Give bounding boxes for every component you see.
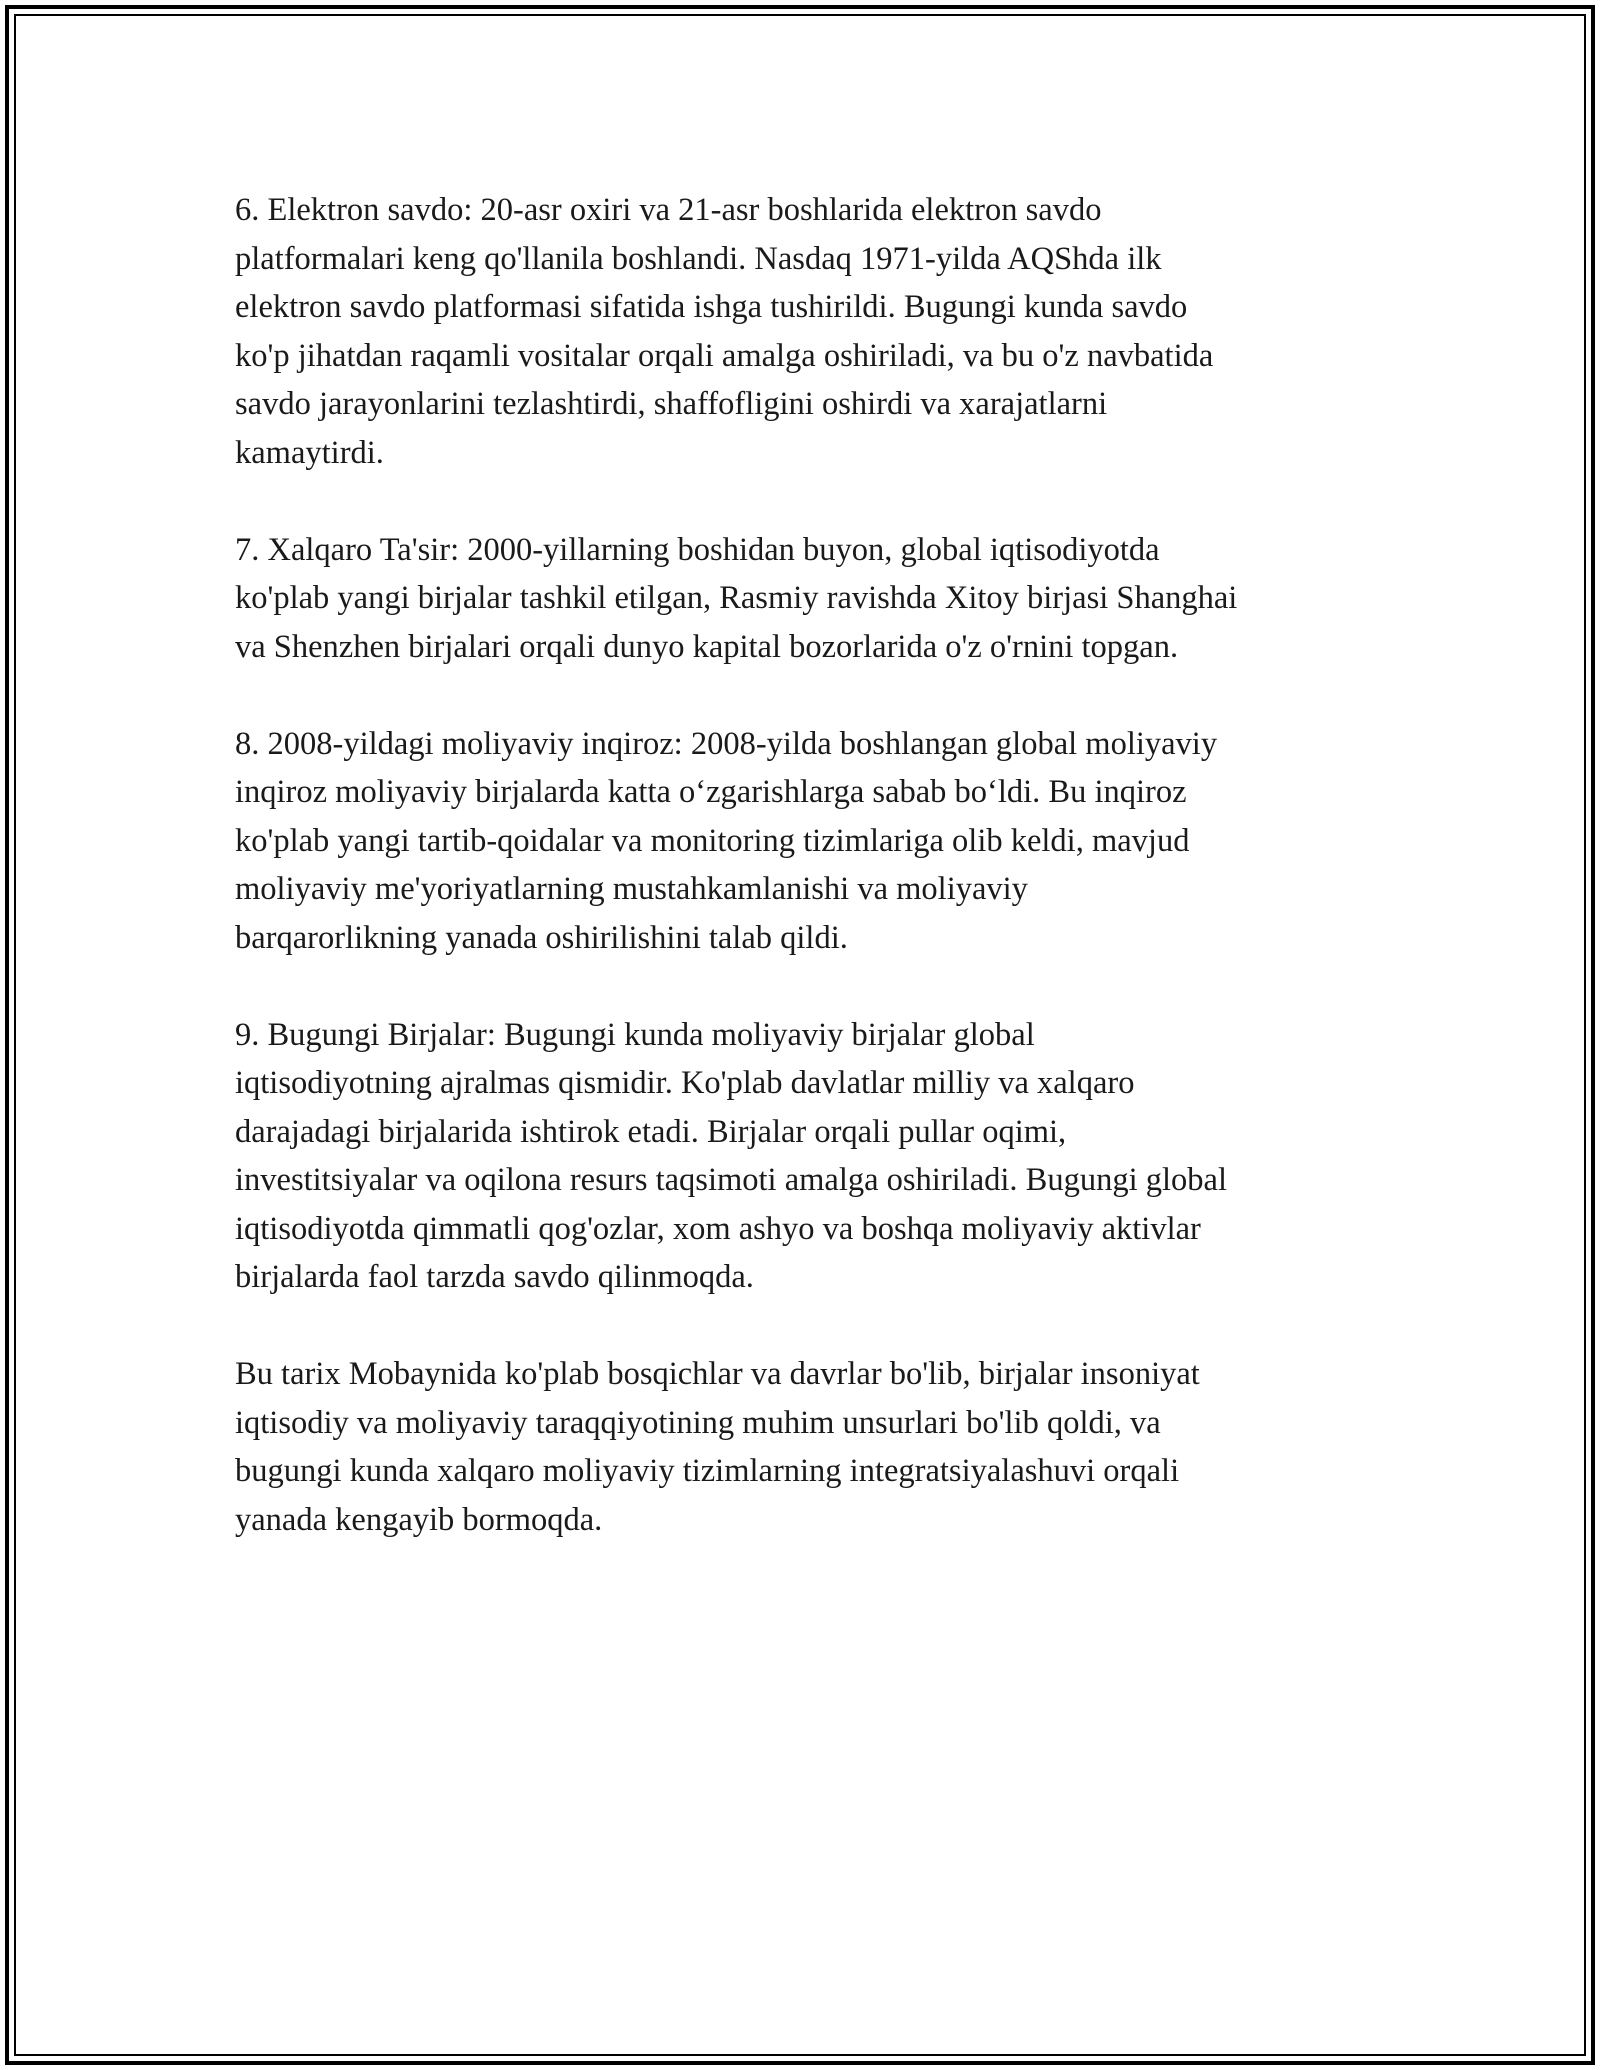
paragraph-electronic-trading: 6. Elektron savdo: 20-asr oxiri va 21-asr boshlarida elektron savdo platformalari keng qo'llanila boshlandi. Nasdaq 1971-yilda AQShda ilk elektron savdo platformasi sifatida ishga tushirildi. Bugungi kunda savdo ko'p jihatdan raqamli vositalar orqali amalga oshiriladi, va bu o'z navbatida savdo jarayonlarini tezlashtirdi, shaffofligini oshirdi va xarajatlarni kamaytirdi. xyxy=(235,192,1214,471)
paragraph-conclusion: Bu tarix Mobaynida ko'plab bosqichlar va davrlar bo'lib, birjalar insoniyat iqtisodiy va moliyaviy taraqqiyotining muhim unsurlari bo'lib qoldi, va bugungi kunda xalqaro moliyaviy tizimlarning integratsiyalashuvi orqali yanada kengayib bormoqda. xyxy=(235,1356,1200,1538)
paragraph-international-impact: 7. Xalqaro Ta'sir: 2000-yillarning boshidan buyon, global iqtisodiyotda ko'plab yangi birjalar tashkil etilgan, Rasmiy ravishda Xitoy birjasi Shanghai va Shenzhen birjalari orqali dunyo kapital bozorlarida o'z o'rnini topgan. xyxy=(235,531,1238,665)
paragraph-financial-crisis-2008: 8. 2008-yildagi moliyaviy inqiroz: 2008-yilda boshlangan global moliyaviy inqiroz moliyaviy birjalarda katta o‘zgarishlarga sabab bo‘ldi. Bu inqiroz ko'plab yangi tartib-qoidalar va monitoring tizimlariga olib keldi, mavjud moliyaviy me'yoriyatlarning mustahkamlanishi va moliyaviy barqarorlikning yanada oshirilishini talab qildi. xyxy=(235,725,1218,956)
document-body xyxy=(235,186,1375,1544)
paragraph-todays-exchanges: 9. Bugungi Birjalar: Bugungi kunda moliyaviy birjalar global iqtisodiyotning ajralmas qismidir. Ko'plab davlatlar milliy va xalqaro darajadagi birjalarida ishtirok etadi. Birjalar orqali pullar oqimi, investitsiyalar va oqilona resurs taqsimoti amalga oshiriladi. Bugungi global iqtisodiyotda qimmatli qog'ozlar, xom ashyo va boshqa moliyaviy aktivlar birjalarda faol tarzda savdo qilinmoqda. xyxy=(235,1016,1227,1295)
